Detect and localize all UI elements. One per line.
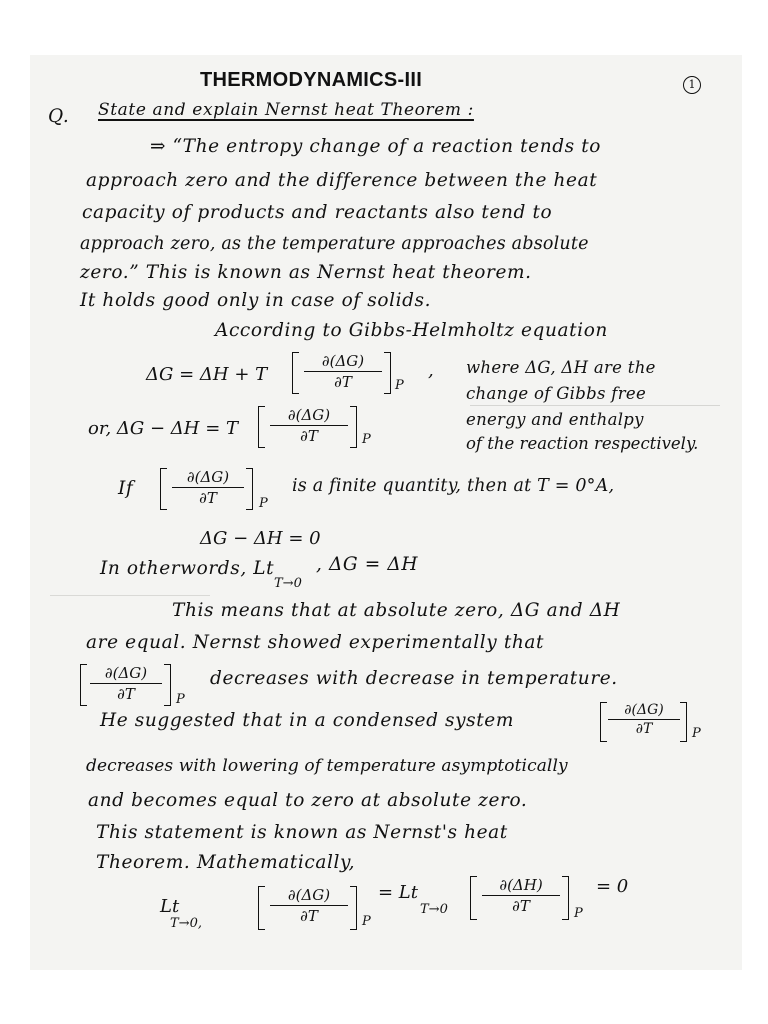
text-line: It holds good only in case of solids. bbox=[80, 290, 432, 311]
bleed-through-mark bbox=[470, 405, 720, 408]
text-line: He suggested that in a condensed system bbox=[100, 710, 514, 731]
fraction-numerator: ∂(ΔH) bbox=[499, 876, 543, 894]
text-line: approach zero, as the temperature approaches absolute bbox=[80, 234, 589, 254]
fraction-dG-dT bbox=[270, 406, 348, 445]
text-line: Theorem. Mathematically, bbox=[96, 852, 356, 873]
otherwords-rest: , ΔG = ΔH bbox=[316, 554, 419, 575]
subscript-p: P bbox=[259, 496, 268, 511]
text-line: This statement is known as Nernst's heat bbox=[96, 822, 508, 843]
text-line: decreases with decrease in temperature. bbox=[210, 668, 618, 689]
text-line: are equal. Nernst showed experimentally that bbox=[86, 632, 545, 653]
subscript-p: P bbox=[692, 726, 701, 741]
bracket-right bbox=[246, 468, 253, 510]
side-note-line: of the reaction respectively. bbox=[466, 434, 699, 453]
fraction-bar bbox=[270, 905, 348, 906]
fraction-bar bbox=[482, 895, 560, 896]
bracket-left bbox=[80, 664, 87, 706]
bracket-right bbox=[680, 702, 687, 742]
bracket-left bbox=[258, 406, 265, 448]
fraction-denominator: ∂T bbox=[635, 721, 653, 737]
fraction-dG-dT bbox=[172, 468, 244, 507]
fraction-dG-dT bbox=[270, 886, 348, 925]
bracket-right bbox=[384, 352, 391, 394]
otherwords-text: In otherwords, Lt bbox=[100, 558, 275, 579]
bracket-right bbox=[350, 406, 357, 448]
subscript-p: P bbox=[362, 432, 371, 447]
fraction-denominator: ∂T bbox=[300, 427, 318, 445]
comma: , bbox=[428, 360, 434, 381]
text-line: and becomes equal to zero at absolute zero. bbox=[88, 790, 528, 811]
text-line: This means that at absolute zero, ΔG and ΔH bbox=[172, 600, 621, 621]
page-number: 1 bbox=[683, 76, 701, 94]
fraction-bar bbox=[304, 371, 382, 372]
fraction-dG-dT bbox=[304, 352, 382, 391]
bracket-left bbox=[292, 352, 299, 394]
text-line: approach zero and the difference between the heat bbox=[86, 170, 598, 191]
fraction-bar bbox=[90, 683, 162, 684]
subscript-p: P bbox=[176, 692, 185, 707]
limit-subscript: T→0 bbox=[420, 902, 448, 917]
equals-zero: = 0 bbox=[596, 876, 629, 897]
fraction-numerator: ∂(ΔG) bbox=[321, 352, 365, 370]
fraction-dG-dT bbox=[90, 664, 162, 703]
equals-limit: = Lt bbox=[378, 882, 418, 903]
limit-subscript: T→0 bbox=[274, 576, 302, 591]
equation-2-lhs: or, ΔG − ΔH = T bbox=[88, 418, 239, 439]
subscript-p: P bbox=[362, 914, 371, 929]
bracket-left bbox=[258, 886, 265, 930]
bracket-left bbox=[160, 468, 167, 510]
fraction-denominator: ∂T bbox=[117, 685, 135, 703]
bracket-right bbox=[562, 876, 569, 920]
bracket-left bbox=[600, 702, 607, 742]
fraction-numerator: ∂(ΔG) bbox=[624, 702, 664, 718]
fraction-denominator: ∂T bbox=[334, 373, 352, 391]
side-note-line: energy and enthalpy bbox=[466, 410, 644, 429]
text-line: zero.” This is known as Nernst heat theorem. bbox=[80, 262, 532, 283]
fraction-numerator: ∂(ΔG) bbox=[287, 886, 331, 904]
condition-text: is a finite quantity, then at T = 0°A, bbox=[292, 476, 615, 496]
fraction-bar bbox=[608, 719, 680, 720]
fraction-denominator: ∂T bbox=[300, 907, 318, 925]
question-label: Q. bbox=[48, 106, 70, 127]
question-text: State and explain Nernst heat Theorem : bbox=[98, 100, 474, 120]
limit-word: Lt bbox=[160, 896, 180, 917]
fraction-denominator: ∂T bbox=[512, 897, 530, 915]
subscript-p: P bbox=[574, 906, 583, 921]
side-note-line: change of Gibbs free bbox=[466, 384, 647, 403]
subscript-p: P bbox=[395, 378, 404, 393]
fraction-numerator: ∂(ΔG) bbox=[287, 406, 331, 424]
bleed-through-mark bbox=[50, 595, 210, 598]
fraction-numerator: ∂(ΔG) bbox=[104, 664, 148, 682]
bracket-right bbox=[350, 886, 357, 930]
fraction-dG-dT bbox=[608, 702, 680, 737]
if-word: If bbox=[118, 478, 134, 499]
fraction-bar bbox=[172, 487, 244, 488]
text-line: decreases with lowering of temperature asymptotically bbox=[86, 756, 568, 776]
equation-1-lhs: ΔG = ΔH + T bbox=[146, 364, 268, 385]
fraction-bar bbox=[270, 425, 348, 426]
bracket-left bbox=[470, 876, 477, 920]
side-note-line: where ΔG, ΔH are the bbox=[466, 358, 656, 377]
fraction-dH-dT bbox=[482, 876, 560, 915]
bracket-right bbox=[164, 664, 171, 706]
text-line: capacity of products and reactants also tend to bbox=[82, 202, 553, 223]
limit-subscript: T→0, bbox=[170, 916, 202, 931]
fraction-numerator: ∂(ΔG) bbox=[186, 468, 230, 486]
text-line: ⇒ “The entropy change of a reaction tends to bbox=[150, 136, 601, 157]
text-line: According to Gibbs-Helmholtz equation bbox=[215, 320, 608, 341]
equation-3: ΔG − ΔH = 0 bbox=[200, 528, 321, 549]
page-title: THERMODYNAMICS-III bbox=[200, 69, 423, 91]
fraction-denominator: ∂T bbox=[199, 489, 217, 507]
